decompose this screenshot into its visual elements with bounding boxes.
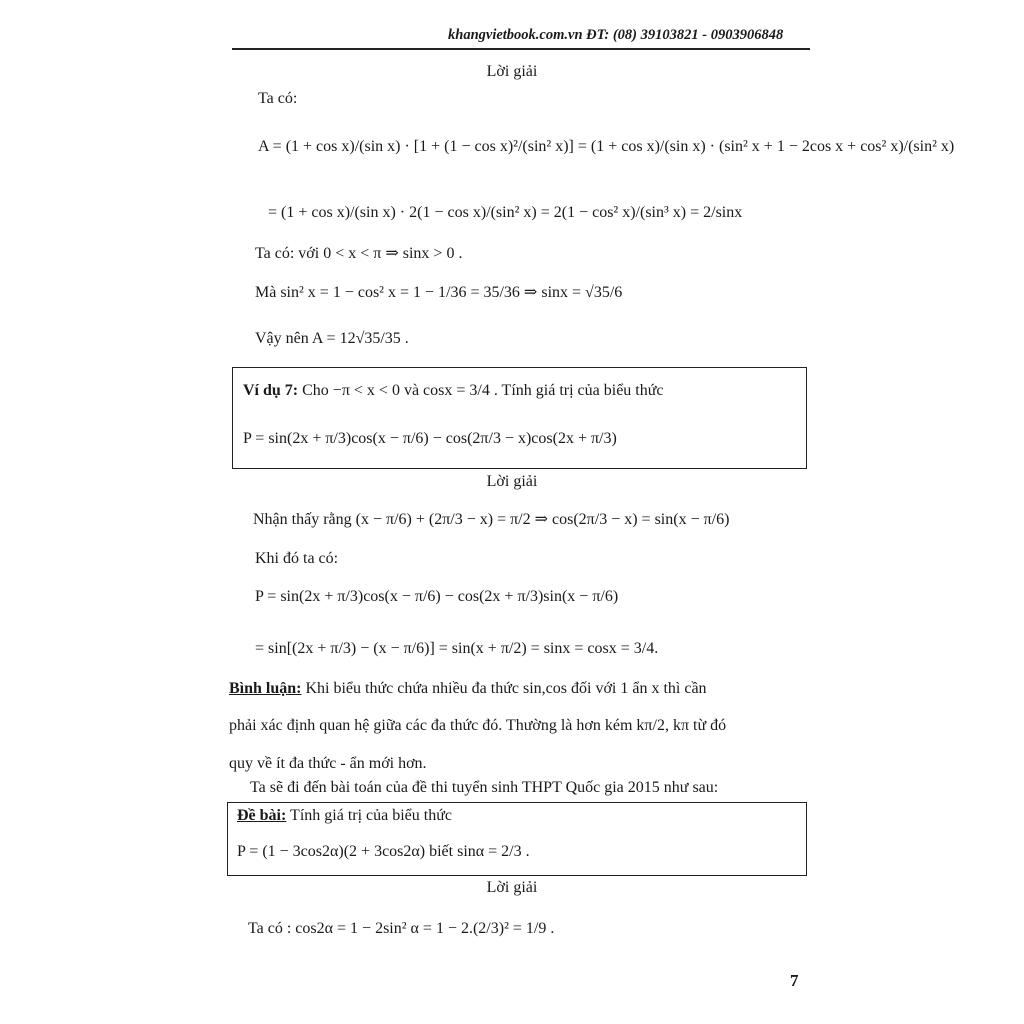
example7-label: Ví dụ 7: [243,382,299,399]
page-header: khangvietbook.com.vn ĐT: (08) 39103821 - 0903906848 [448,27,784,43]
solution1-eq1: A = (1 + cos x)/(sin x) · [1 + (1 − cos x)²/(sin² x)] = (1 + cos x)/(sin x) · (sin² x + 1 − 2cos x + cos² x)/(sin² x) [258,138,955,155]
solution1-line5: Vậy nên A = 12√35/35 . [255,330,409,347]
solution2-line4: = sin[(2x + π/3) − (x − π/6)] = sin(x + π/2) = sinx = cosx = 3/4. [255,640,659,657]
solution1-intro: Ta có: [258,90,298,107]
solution2-line2: Khi đó ta có: [255,550,339,567]
problem-formula: P = (1 − 3cos2α)(2 + 3cos2α) biết sinα = 2/3 . [237,843,530,860]
header-rule [232,48,810,50]
problem-statement-row [237,807,452,825]
example7-formula: P = sin(2x + π/3)cos(x − π/6) − cos(2π/3 − x)cos(2x + π/3) [243,430,617,447]
solution2-line3: P = sin(2x + π/3)cos(x − π/6) − cos(2x + π/3)sin(x − π/6) [255,588,619,605]
solution3-line1: Ta có : cos2α = 1 − 2sin² α = 1 − 2.(2/3)² = 1/9 . [248,920,555,937]
example7-statement-row [243,382,664,400]
solution1-eq2: = (1 + cos x)/(sin x) · 2(1 − cos x)/(sin² x) = 2(1 − cos² x)/(sin³ x) = 2/sinx [268,204,743,221]
problem-statement: Tính giá trị của biểu thức [290,807,452,824]
comment-row-1 [229,680,707,698]
solution-heading-1: Lời giải [486,63,538,80]
page-number: 7 [790,971,799,990]
solution1-line3: Ta có: với 0 < x < π ⇒ sinx > 0 . [255,245,463,262]
example7-statement: Cho −π < x < 0 và cosx = 3/4 . Tính giá trị của biểu thức [302,382,664,399]
solution2-line1: Nhận thấy rằng (x − π/6) + (2π/3 − x) = π/2 ⇒ cos(2π/3 − x) = sin(x − π/6) [253,511,730,528]
problem-label: Đề bài: [237,807,287,824]
transition-text: Ta sẽ đi đến bài toán của đề thi tuyển sinh THPT Quốc gia 2015 như sau: [250,779,719,796]
solution1-line4: Mà sin² x = 1 − cos² x = 1 − 1/36 = 35/36 ⇒ sinx = √35/6 [255,284,623,301]
solution-heading-3: Lời giải [486,879,538,896]
comment-label: Bình luận: [229,680,302,697]
comment-line3: quy về ít đa thức - ẩn mới hơn. [229,755,427,772]
comment-line1: Khi biểu thức chứa nhiều đa thức sin,cos đối với 1 ẩn x thì cần [305,680,707,697]
comment-line2: phải xác định quan hệ giữa các đa thức đó. Thường là hơn kém kπ/2, kπ từ đó [229,717,727,734]
solution-heading-2: Lời giải [486,473,538,490]
